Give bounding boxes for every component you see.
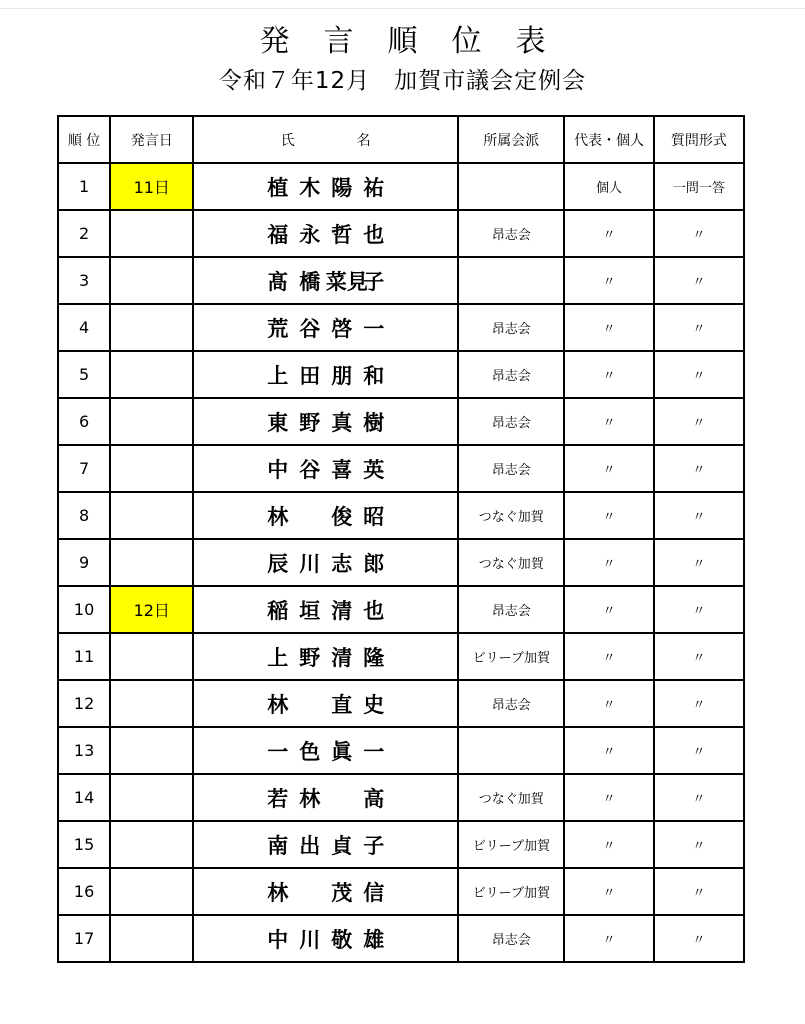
rep-cell: 〃 [564,915,653,962]
name-char: 南 [267,833,289,858]
rank-cell: 13 [58,727,110,774]
format-cell: 〃 [654,257,744,304]
name-char: 野 [299,410,321,435]
format-cell: 〃 [654,586,744,633]
party-cell: 昂志会 [458,351,564,398]
name-cell [193,586,458,633]
rank-cell: 15 [58,821,110,868]
name-char: 川 [299,927,321,952]
name-char [294,877,326,907]
name-char: 志 [331,551,353,576]
date-cell [110,257,193,304]
rank-cell: 8 [58,492,110,539]
rep-cell: 〃 [564,821,653,868]
name-char: 眞 [331,739,353,764]
name-char: 啓 [331,316,353,341]
rank-cell: 17 [58,915,110,962]
rank-cell: 5 [58,351,110,398]
name-char: 昭 [363,504,385,529]
format-cell: 〃 [654,210,744,257]
header-party: 所属会派 [458,116,564,163]
name-char: 喜 [331,457,353,482]
name-char: 子 [363,833,385,858]
top-divider [0,8,805,9]
name-char: 真 [331,410,353,435]
format-cell: 〃 [654,492,744,539]
name-char: 郎 [363,551,385,576]
party-cell [458,257,564,304]
party-cell: 昂志会 [458,210,564,257]
format-cell: 〃 [654,915,744,962]
party-cell: 昂志会 [458,398,564,445]
table-row [58,351,744,398]
table-row [58,398,744,445]
format-cell: 〃 [654,398,744,445]
table-row [58,633,744,680]
date-cell [110,774,193,821]
member-name [194,501,457,531]
name-cell [193,868,458,915]
party-cell [458,727,564,774]
rep-cell: 〃 [564,492,653,539]
name-char [294,689,326,719]
name-char: 信 [363,880,385,905]
name-char: 荒 [267,316,289,341]
name-char: 也 [363,598,385,623]
name-char: 朋 [331,363,353,388]
name-char: 陽 [331,175,353,200]
name-char: 英 [363,457,385,482]
party-cell: 昂志会 [458,304,564,351]
member-name [194,548,457,578]
name-char: 中 [267,457,289,482]
name-char [326,783,358,813]
format-cell: 〃 [654,868,744,915]
rank-cell: 3 [58,257,110,304]
name-char: 隆 [363,645,385,670]
rank-cell: 4 [58,304,110,351]
rep-cell: 〃 [564,257,653,304]
date-cell [110,680,193,727]
member-name [194,924,457,954]
party-cell: 昂志会 [458,680,564,727]
format-cell: 〃 [654,539,744,586]
member-name [194,172,457,202]
header-rep: 代表・個人 [564,116,653,163]
name-char: 和 [363,363,385,388]
name-char: 菜見 [325,269,368,294]
party-cell: つなぐ加賀 [458,492,564,539]
name-char: 髙 [267,269,289,294]
name-char: 出 [299,833,321,858]
format-cell: 〃 [654,774,744,821]
format-cell: 〃 [654,821,744,868]
header-name-surname: 氏 [280,132,295,149]
member-name [194,877,457,907]
name-char: 林 [267,880,289,905]
rep-cell: 〃 [564,774,653,821]
header-format: 質問形式 [654,116,744,163]
rep-cell: 〃 [564,680,653,727]
format-cell: 〃 [654,445,744,492]
rep-cell: 〃 [564,210,653,257]
speaking-order-table [57,115,745,963]
name-char: 敬 [331,927,353,952]
format-cell: 〃 [654,680,744,727]
date-cell [110,210,193,257]
table-row [58,492,744,539]
name-cell [193,398,458,445]
member-name [194,642,457,672]
name-cell [193,727,458,774]
name-char: 福 [267,222,289,247]
name-char: 祐 [363,175,385,200]
name-char: 茂 [331,880,353,905]
rep-cell: 〃 [564,727,653,774]
date-cell: 11日 [110,163,193,210]
name-cell [193,680,458,727]
member-name [194,783,457,813]
date-cell [110,821,193,868]
name-cell [193,633,458,680]
member-name [194,736,457,766]
member-name [194,689,457,719]
party-cell: つなぐ加賀 [458,774,564,821]
name-char: 哲 [331,222,353,247]
name-char: 野 [299,645,321,670]
date-cell [110,445,193,492]
date-cell [110,351,193,398]
name-char: 上 [267,645,289,670]
rep-cell: 〃 [564,445,653,492]
name-cell [193,304,458,351]
party-cell: ビリーブ加賀 [458,633,564,680]
name-char: 直 [331,692,353,717]
table-body [58,163,744,962]
name-char: 清 [331,598,353,623]
table-row [58,257,744,304]
table-row [58,210,744,257]
name-char: 辰 [267,551,289,576]
name-char: 史 [363,692,385,717]
name-char: 一 [363,739,385,764]
name-char: 稲 [267,598,289,623]
name-cell [193,257,458,304]
rank-cell: 10 [58,586,110,633]
table-row [58,304,744,351]
rank-cell: 12 [58,680,110,727]
party-cell: 昂志会 [458,445,564,492]
table-row [58,821,744,868]
header-name-given: 名 [356,132,371,149]
name-char: 一 [267,739,289,764]
table-row [58,445,744,492]
rank-cell: 2 [58,210,110,257]
name-char: 谷 [299,457,321,482]
party-cell: つなぐ加賀 [458,539,564,586]
date-cell [110,492,193,539]
date-cell [110,398,193,445]
date-cell [110,304,193,351]
page-subtitle: 令和７年12月 加賀市議会定例会 [218,68,587,94]
member-name [194,360,457,390]
page-title: 発言順位表 [259,24,580,59]
rank-cell: 14 [58,774,110,821]
member-name [194,454,457,484]
member-name [194,266,457,296]
name-char: 上 [267,363,289,388]
date-cell [110,539,193,586]
rank-cell: 11 [58,633,110,680]
name-char: 林 [267,692,289,717]
member-name [194,830,457,860]
date-cell [110,915,193,962]
rep-cell: 〃 [564,304,653,351]
name-char: 貞 [331,833,353,858]
name-char: 若 [267,786,289,811]
rep-cell: 〃 [564,868,653,915]
party-cell [458,163,564,210]
name-char: 樹 [363,410,385,435]
name-char: 雄 [363,927,385,952]
name-char: 谷 [299,316,321,341]
name-char: 木 [299,175,321,200]
table-row [58,680,744,727]
rep-cell: 〃 [564,633,653,680]
rank-cell: 16 [58,868,110,915]
header-date: 発言日 [110,116,193,163]
date-cell: 12日 [110,586,193,633]
rep-cell: 〃 [564,539,653,586]
name-cell [193,351,458,398]
name-char: 垣 [299,598,321,623]
rep-cell: 個人 [564,163,653,210]
table-row [58,915,744,962]
name-cell [193,539,458,586]
table-row [58,868,744,915]
header-name [193,116,458,163]
party-cell: 昂志会 [458,915,564,962]
rank-cell: 6 [58,398,110,445]
name-char: 田 [299,363,321,388]
format-cell: 〃 [654,727,744,774]
member-name [194,219,457,249]
member-name [194,313,457,343]
header-rank: 順 位 [58,116,110,163]
date-cell [110,727,193,774]
rep-cell: 〃 [564,398,653,445]
name-char: 子 [363,269,385,294]
table-row [58,727,744,774]
date-cell [110,868,193,915]
name-char: 清 [331,645,353,670]
name-cell [193,821,458,868]
rank-cell: 1 [58,163,110,210]
format-cell: 一問一答 [654,163,744,210]
format-cell: 〃 [654,304,744,351]
name-cell [193,915,458,962]
name-char: 中 [267,927,289,952]
rank-cell: 9 [58,539,110,586]
name-char: 色 [299,739,321,764]
name-char: 永 [299,222,321,247]
name-char: 林 [267,504,289,529]
name-char: 橋 [299,269,321,294]
name-char: 高 [363,786,385,811]
name-cell [193,445,458,492]
name-char [294,501,326,531]
name-char: 東 [267,410,289,435]
table-header-row [58,116,744,163]
date-cell [110,633,193,680]
table-row [58,539,744,586]
name-char: 林 [299,786,321,811]
name-char: 俊 [331,504,353,529]
member-name [194,595,457,625]
party-cell: 昂志会 [458,586,564,633]
rep-cell: 〃 [564,586,653,633]
name-char: 也 [363,222,385,247]
name-char: 植 [267,175,289,200]
format-cell: 〃 [654,351,744,398]
format-cell: 〃 [654,633,744,680]
name-char: 川 [299,551,321,576]
name-cell [193,163,458,210]
table-row [58,774,744,821]
table-row [58,586,744,633]
rank-cell: 7 [58,445,110,492]
member-name [194,407,457,437]
name-char: 一 [363,316,385,341]
party-cell: ビリーブ加賀 [458,868,564,915]
name-cell [193,492,458,539]
name-cell [193,210,458,257]
rep-cell: 〃 [564,351,653,398]
party-cell: ビリーブ加賀 [458,821,564,868]
name-cell [193,774,458,821]
table-row [58,163,744,210]
